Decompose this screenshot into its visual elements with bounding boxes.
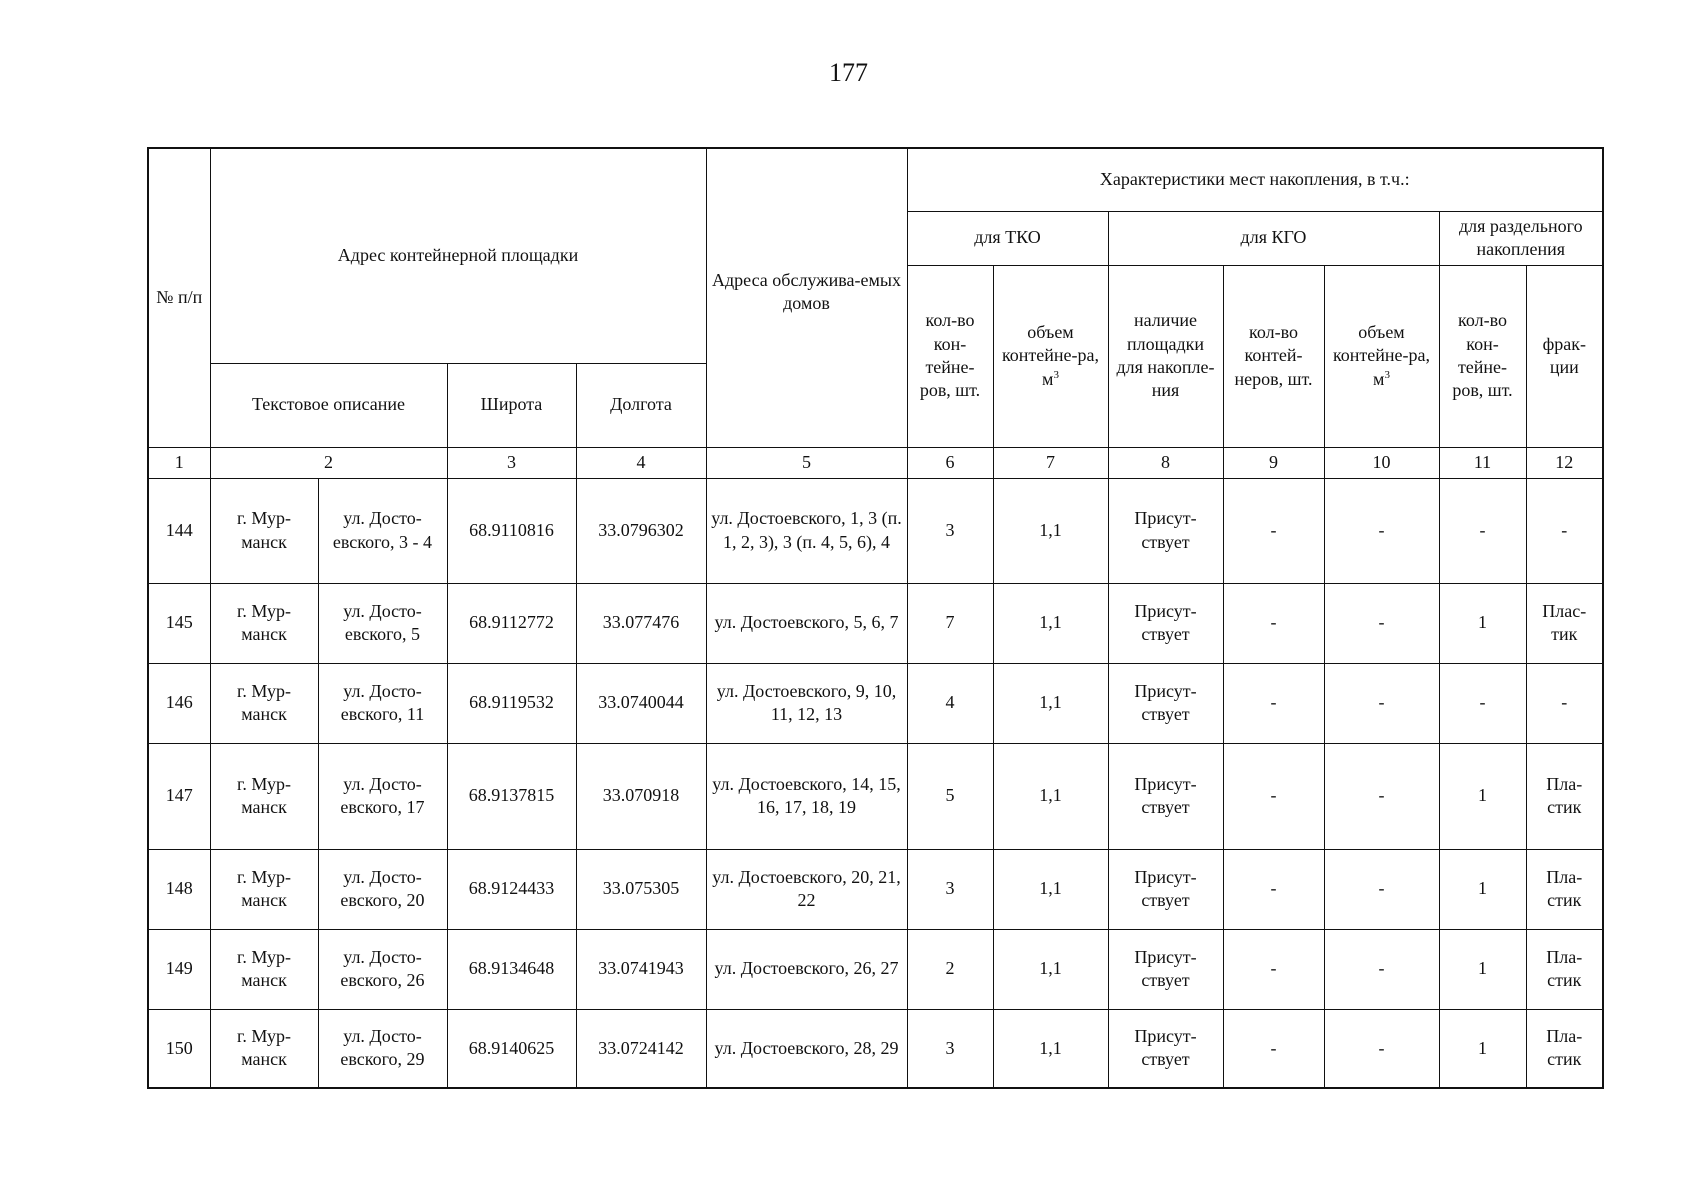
cell-lon: 33.070918 (576, 743, 706, 849)
cell-no: 150 (148, 1009, 210, 1088)
cell-kgo-volume: - (1324, 849, 1439, 929)
cell-served: ул. Достоевского, 9, 10, 11, 12, 13 (706, 663, 907, 743)
cell-kgo-count: - (1223, 743, 1324, 849)
cell-kgo-volume: - (1324, 929, 1439, 1009)
cell-city: г. Мур-манск (210, 849, 318, 929)
cell-street: ул. Досто-евского, 26 (318, 929, 447, 1009)
cell-tko-count: 2 (907, 929, 993, 1009)
table-row (148, 849, 1603, 929)
header-lat: Широта (447, 363, 576, 447)
column-number: 2 (210, 447, 447, 478)
cell-sep-count: 1 (1439, 743, 1526, 849)
cell-tko-volume: 1,1 (993, 1009, 1108, 1088)
column-number: 1 (148, 447, 210, 478)
cell-tko-volume: 1,1 (993, 849, 1108, 929)
header-sep-count: кол-во кон-тейне-ров, шт. (1439, 265, 1526, 447)
cell-served: ул. Достоевского, 20, 21, 22 (706, 849, 907, 929)
header-row-1 (148, 148, 1603, 211)
cell-served: ул. Достоевского, 28, 29 (706, 1009, 907, 1088)
cell-street: ул. Досто-евского, 20 (318, 849, 447, 929)
cell-kgo-site: Присут-ствует (1108, 663, 1223, 743)
cell-tko-volume: 1,1 (993, 929, 1108, 1009)
header-no: № п/п (148, 148, 210, 447)
cell-sep-count: 1 (1439, 583, 1526, 663)
cell-tko-volume: 1,1 (993, 478, 1108, 583)
cell-city: г. Мур-манск (210, 663, 318, 743)
cell-city: г. Мур-манск (210, 1009, 318, 1088)
cell-kgo-site: Присут-ствует (1108, 1009, 1223, 1088)
cell-sep-fraction: Пла-стик (1526, 743, 1603, 849)
cell-lat: 68.9110816 (447, 478, 576, 583)
header-tko-volume: объем контейне-ра, $м^3$ (993, 265, 1108, 447)
cell-kgo-count: - (1223, 849, 1324, 929)
cell-sep-fraction: Пла-стик (1526, 1009, 1603, 1088)
cell-sep-fraction: Пла-стик (1526, 929, 1603, 1009)
cell-street: ул. Досто-евского, 3 - 4 (318, 478, 447, 583)
cell-kgo-site: Присут-ствует (1108, 849, 1223, 929)
cell-no: 148 (148, 849, 210, 929)
header-kgo: для КГО (1108, 211, 1439, 265)
cell-served: ул. Достоевского, 14, 15, 16, 17, 18, 19 (706, 743, 907, 849)
cell-lat: 68.9134648 (447, 929, 576, 1009)
cell-sep-fraction: - (1526, 478, 1603, 583)
cell-kgo-volume: - (1324, 663, 1439, 743)
column-number: 4 (576, 447, 706, 478)
header-lon: Долгота (576, 363, 706, 447)
column-number: 11 (1439, 447, 1526, 478)
header-sep-fraction: фрак-ции (1526, 265, 1603, 447)
cell-sep-fraction: Плас-тик (1526, 583, 1603, 663)
column-number: 6 (907, 447, 993, 478)
cell-kgo-count: - (1223, 929, 1324, 1009)
cell-lon: 33.0724142 (576, 1009, 706, 1088)
cell-tko-count: 7 (907, 583, 993, 663)
cell-sep-fraction: - (1526, 663, 1603, 743)
cell-city: г. Мур-манск (210, 478, 318, 583)
cell-served: ул. Достоевского, 5, 6, 7 (706, 583, 907, 663)
header-tko: для ТКО (907, 211, 1108, 265)
cell-kgo-volume: - (1324, 478, 1439, 583)
cell-kgo-volume: - (1324, 743, 1439, 849)
cell-lat: 68.9137815 (447, 743, 576, 849)
cell-tko-count: 5 (907, 743, 993, 849)
cell-served: ул. Достоевского, 26, 27 (706, 929, 907, 1009)
cell-kgo-count: - (1223, 583, 1324, 663)
table-row (148, 663, 1603, 743)
cell-kgo-site: Присут-ствует (1108, 478, 1223, 583)
table-row (148, 478, 1603, 583)
cell-kgo-count: - (1223, 478, 1324, 583)
cell-city: г. Мур-манск (210, 583, 318, 663)
header-tko-count: кол-во кон-тейне-ров, шт. (907, 265, 993, 447)
cell-kgo-volume: - (1324, 583, 1439, 663)
cell-sep-fraction: Пла-стик (1526, 849, 1603, 929)
cell-lat: 68.9112772 (447, 583, 576, 663)
cell-city: г. Мур-манск (210, 743, 318, 849)
cell-sep-count: - (1439, 663, 1526, 743)
cell-tko-volume: 1,1 (993, 663, 1108, 743)
table-row (148, 929, 1603, 1009)
cell-tko-volume: 1,1 (993, 743, 1108, 849)
table-body (148, 478, 1603, 1088)
column-number: 9 (1223, 447, 1324, 478)
cell-no: 146 (148, 663, 210, 743)
column-number: 5 (706, 447, 907, 478)
table-row (148, 743, 1603, 849)
cell-tko-count: 4 (907, 663, 993, 743)
header-characteristics: Характеристики мест накопления, в т.ч.: (907, 148, 1603, 211)
cell-kgo-volume: - (1324, 1009, 1439, 1088)
header-kgo-volume: объем контейне-ра, $м^3$ (1324, 265, 1439, 447)
cell-no: 145 (148, 583, 210, 663)
cell-sep-count: 1 (1439, 929, 1526, 1009)
header-address: Адрес контейнерной площадки (210, 148, 706, 363)
cell-no: 149 (148, 929, 210, 1009)
column-number: 7 (993, 447, 1108, 478)
cell-street: ул. Досто-евского, 29 (318, 1009, 447, 1088)
cell-lat: 68.9140625 (447, 1009, 576, 1088)
header-served-houses: Адреса обслужива-емых домов (706, 148, 907, 447)
cell-tko-count: 3 (907, 478, 993, 583)
header-kgo-count: кол-во контей-неров, шт. (1223, 265, 1324, 447)
cell-city: г. Мур-манск (210, 929, 318, 1009)
cell-lon: 33.0740044 (576, 663, 706, 743)
cell-kgo-site: Присут-ствует (1108, 743, 1223, 849)
cell-served: ул. Достоевского, 1, 3 (п. 1, 2, 3), 3 (п. 4, 5, 6), 4 (706, 478, 907, 583)
cell-sep-count: - (1439, 478, 1526, 583)
cell-lon: 33.077476 (576, 583, 706, 663)
column-number: 3 (447, 447, 576, 478)
cell-kgo-count: - (1223, 663, 1324, 743)
cell-no: 144 (148, 478, 210, 583)
column-numbers-row (148, 447, 1603, 478)
column-number: 10 (1324, 447, 1439, 478)
cell-kgo-count: - (1223, 1009, 1324, 1088)
header-text-desc: Текстовое описание (210, 363, 447, 447)
column-number: 12 (1526, 447, 1603, 478)
cell-street: ул. Досто-евского, 17 (318, 743, 447, 849)
cell-no: 147 (148, 743, 210, 849)
cell-tko-count: 3 (907, 849, 993, 929)
cell-lat: 68.9119532 (447, 663, 576, 743)
table-row (148, 583, 1603, 663)
table-row (148, 1009, 1603, 1088)
container-sites-table (147, 147, 1604, 1089)
cell-tko-volume: 1,1 (993, 583, 1108, 663)
cell-kgo-site: Присут-ствует (1108, 929, 1223, 1009)
page-number: 177 (829, 58, 868, 87)
cell-kgo-site: Присут-ствует (1108, 583, 1223, 663)
header-kgo-site: наличие площадки для накопле-ния (1108, 265, 1223, 447)
header-separate: для раздельного накопления (1439, 211, 1603, 265)
cell-lon: 33.075305 (576, 849, 706, 929)
cell-sep-count: 1 (1439, 1009, 1526, 1088)
cell-tko-count: 3 (907, 1009, 993, 1088)
cell-lat: 68.9124433 (447, 849, 576, 929)
cell-street: ул. Досто-евского, 11 (318, 663, 447, 743)
cell-lon: 33.0796302 (576, 478, 706, 583)
cell-lon: 33.0741943 (576, 929, 706, 1009)
cell-sep-count: 1 (1439, 849, 1526, 929)
column-number: 8 (1108, 447, 1223, 478)
cell-street: ул. Досто-евского, 5 (318, 583, 447, 663)
